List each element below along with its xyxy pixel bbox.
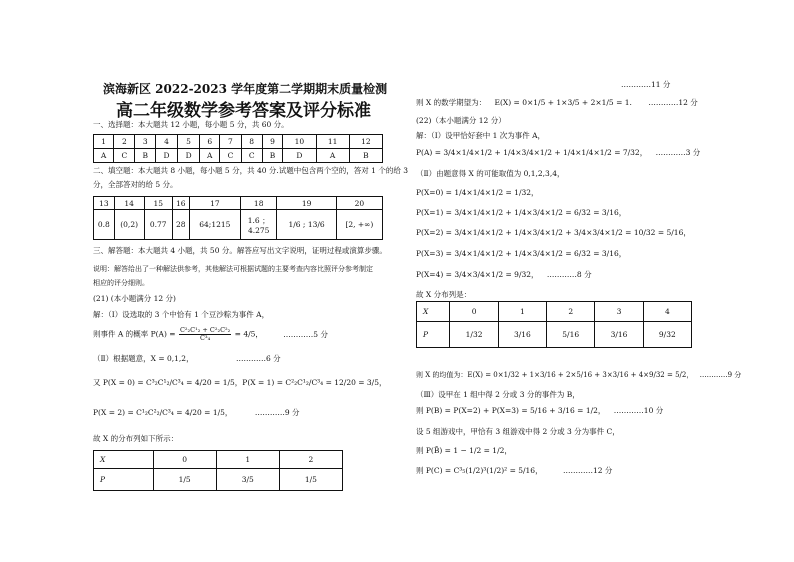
- q21-fraction: [179, 327, 231, 342]
- section2-number-cell: 19: [277, 197, 336, 210]
- section2-answer-cell: 28: [172, 210, 189, 240]
- q22-px1: P(X=1) = 3/4×1/4×1/2 + 1/4×3/4×1/2 = 6/32 = 3/16，: [416, 208, 627, 217]
- q22-px2: P(X=2) = 3/4×1/4×1/2 + 1/4×3/4×1/2 + 3/4×3/4×1/2 = 10/32 = 5/16，: [416, 228, 691, 237]
- q21-dist-caption: 故 X 的分布列如下所示：: [93, 434, 179, 443]
- section1-answer-cell: D: [178, 149, 200, 163]
- q22-dist-p-cell: 9/32: [643, 322, 691, 348]
- section1-number-cell: 6: [200, 135, 220, 149]
- q22-pa-formula: P(A) = 3/4×1/4×1/2 + 1/4×3/4×1/2 + 1/4×1/4×1/2 = 7/32，: [416, 148, 648, 157]
- section1-answer-cell: A: [316, 149, 349, 163]
- section1-number-cell: 2: [114, 135, 135, 149]
- q22-part2: （Ⅱ）由题意得 X 的可能取值为 0,1,2,3,4，: [416, 169, 565, 178]
- q21-expectation: [416, 98, 698, 108]
- q22-pc: [416, 466, 612, 476]
- score-11: …………11 分: [621, 80, 671, 89]
- q22-dist-x-cell: 0: [450, 302, 498, 322]
- q21-part2: [93, 354, 281, 364]
- section1-number-cell: 4: [155, 135, 177, 149]
- section1-answer-cell: A: [94, 149, 114, 163]
- q21-formula-result: = 4/5，: [234, 329, 263, 339]
- q21-probabilities: 又 P(X = 0) = C³₂C¹₂/C³₄ = 4/20 = 1/5，P(X = 1) = C²₂C¹₂/C³₄ = 12/20 = 3/5，: [93, 378, 387, 387]
- section2-number-cell: 18: [241, 197, 277, 210]
- section1-answer-cell: B: [349, 149, 382, 163]
- q21-dist-x-cell: 0: [153, 451, 216, 469]
- q21-part1-formula: [93, 327, 328, 342]
- q21-label: (21) (本小题满分 12 分): [93, 294, 176, 303]
- q21-expectation-label: 则 X 的数学期望为：: [416, 98, 487, 107]
- section3-note: 说明：解答给出了一种解法供参考，其他解法可根据试题的主要考查内容比照评分参考制定: [93, 265, 373, 273]
- q22-dist-table: [416, 301, 692, 348]
- q22-pc-formula: 则 P(C) = C³₅(1/2)³(1/2)² = 5/16，: [416, 466, 543, 475]
- section1-number-cell: 1: [94, 135, 114, 149]
- section1-number-cell: 10: [283, 135, 316, 149]
- section1-answer-cell: B: [262, 149, 283, 163]
- q21-expectation-formula: E(X) = 0×1/5 + 1×3/5 + 2×1/5 = 1.: [494, 98, 632, 107]
- page-title: 高二年级数学参考答案及评分标准: [116, 101, 371, 121]
- q22-dist-p-cell: 3/16: [595, 322, 643, 348]
- section1-number-cell: 9: [262, 135, 283, 149]
- q22-dist-p-cell: 3/16: [498, 322, 546, 348]
- q22-dist-x-cell: 2: [547, 302, 595, 322]
- section1-answer-cell: A: [200, 149, 220, 163]
- q22-px3: P(X=3) = 3/4×1/4×1/2 + 1/4×3/4×1/2 = 6/32 = 3/16，: [416, 249, 627, 258]
- score-3: …………3 分: [655, 148, 701, 157]
- section1-number-cell: 12: [349, 135, 382, 149]
- section2-answer-cell: 1/6 ; 13/6: [277, 210, 336, 240]
- q22-dist-x-cell: 4: [643, 302, 691, 322]
- section1-answer-cell: D: [155, 149, 177, 163]
- q21-dist-x-cell: X: [94, 451, 154, 469]
- q22-dist-x-cell: 1: [498, 302, 546, 322]
- q22-dist-x-cell: X: [417, 302, 450, 322]
- section2-answer-cell: [2, +∞): [336, 210, 382, 240]
- q22-event-c: 设 5 组游戏中，甲恰有 3 组游戏中得 2 分或 3 分为事件 C，: [416, 427, 620, 436]
- section2-number-cell: 14: [114, 197, 144, 210]
- q21-fraction-den: C³₄: [200, 334, 211, 342]
- section2-number-cell: 20: [336, 197, 382, 210]
- section2-answer-cell: 1.6 ； 4.275: [241, 210, 277, 240]
- q22-dist-p-cell: P: [417, 322, 450, 348]
- q22-pa: [416, 148, 700, 158]
- section2-heading-cont: 分，全部答对的给 5 分。: [93, 180, 178, 189]
- section2-number-cell: 15: [144, 197, 172, 210]
- q22-px4-formula: P(X=4) = 3/4×3/4×1/2 = 9/32，: [416, 270, 539, 279]
- q21-dist-p-cell: P: [94, 469, 154, 491]
- section1-answer-cell: D: [283, 149, 316, 163]
- q22-part3: （Ⅲ）设甲在 1 组中得 2 分或 3 分的事件为 B，: [416, 390, 580, 399]
- exam-title: 滨海新区 2022-2023 学年度第二学期期末质量检测: [103, 82, 388, 96]
- q22-dist-x-cell: 3: [595, 302, 643, 322]
- q22-pb-formula: 则 P(B) = P(X=2) + P(X=3) = 5/16 + 3/16 = 1/2，: [416, 406, 606, 415]
- q21-dist-p-cell: 1/5: [153, 469, 216, 491]
- q22-expectation-formula: 则 X 的均值为：E(X) = 0×1/32 + 1×3/16 + 2×5/16 + 3×3/16 + 4×9/32 = 5/2，: [416, 371, 694, 379]
- section3-note-cont: 相应的评分细则。: [93, 279, 149, 287]
- q22-expectation: [416, 370, 741, 380]
- q21-score-5: …………5 分: [283, 329, 328, 339]
- section1-number-cell: 7: [220, 135, 241, 149]
- q22-label: (22)（本小题满分 12 分）: [416, 116, 506, 125]
- q21-fraction-num: C²₂C¹₂ + C²₂C²₂: [179, 326, 231, 334]
- score-12: …………12 分: [648, 98, 698, 107]
- section2-answer-cell: 64;1215: [189, 210, 240, 240]
- section1-number-cell: 5: [178, 135, 200, 149]
- q21-prob-x2: [93, 408, 299, 418]
- section1-answer-cell: C: [220, 149, 241, 163]
- q22-pb: [416, 406, 663, 416]
- q21-dist-x-cell: 2: [279, 451, 342, 469]
- score-12b: …………12 分: [562, 466, 613, 475]
- section2-answer-cell: 0.8: [94, 210, 115, 240]
- section1-number-cell: 8: [241, 135, 262, 149]
- q21-dist-p-cell: 3/5: [216, 469, 279, 491]
- q21-formula-text: 则事件 A 的概率 P(A) =: [93, 329, 178, 339]
- q22-pb-bar: 则 P(B̄) = 1 − 1/2 = 1/2，: [416, 446, 512, 455]
- q22-dist-caption: 故 X 分布列是：: [416, 290, 472, 299]
- section2-number-cell: 13: [94, 197, 115, 210]
- q21-part2-text: （Ⅱ）根据题意，X = 0,1,2，: [93, 354, 194, 363]
- section2-heading: 二、填空题：本大题共 8 小题，每小题 5 分，共 40 分.试题中包含两个空的，答对 1 个的给 3: [93, 166, 408, 175]
- section1-heading: 一、选择题：本大题共 12 小题，每小题 5 分，共 60 分。: [93, 120, 289, 129]
- q22-dist-p-cell: 5/16: [547, 322, 595, 348]
- q22-px4: [416, 270, 592, 280]
- q21-score-6: …………6 分: [235, 354, 281, 363]
- section2-number-cell: 16: [172, 197, 189, 210]
- section3-heading: 三、解答题：本大题共 4 小题，共 50 分。解答应写出文字说明，证明过程或演算步骤。: [93, 246, 387, 255]
- section2-table: [93, 196, 383, 240]
- score-8: …………8 分: [546, 270, 592, 279]
- score-10: …………10 分: [613, 406, 664, 415]
- section2-number-cell: 17: [189, 197, 240, 210]
- section2-answer-cell: (0,2): [114, 210, 144, 240]
- section1-answer-cell: C: [241, 149, 262, 163]
- section1-number-cell: 3: [135, 135, 156, 149]
- q21-score-9: …………9 分: [254, 408, 300, 417]
- section1-table: [93, 134, 383, 163]
- q21-dist-p-cell: 1/5: [279, 469, 342, 491]
- q21-part1: 解：（Ⅰ）设选取的 3 个中恰有 1 个豆沙粽为事件 A，: [93, 310, 270, 319]
- section2-answer-cell: 0.77: [144, 210, 172, 240]
- q21-prob-x2-text: P(X = 2) = C¹₂C²₂/C³₄ = 4/20 = 1/5，: [93, 408, 233, 417]
- q22-dist-p-cell: 1/32: [450, 322, 498, 348]
- q21-dist-table: [93, 450, 343, 491]
- q22-part1: 解：（Ⅰ）设甲恰好套中 1 次为事件 A，: [416, 131, 546, 140]
- score-9b: …………9 分: [699, 371, 742, 379]
- q21-dist-x-cell: 1: [216, 451, 279, 469]
- q22-px0: P(X=0) = 1/4×1/4×1/2 = 1/32，: [416, 188, 539, 197]
- section1-number-cell: 11: [316, 135, 349, 149]
- section1-answer-cell: B: [135, 149, 156, 163]
- section1-answer-cell: C: [114, 149, 135, 163]
